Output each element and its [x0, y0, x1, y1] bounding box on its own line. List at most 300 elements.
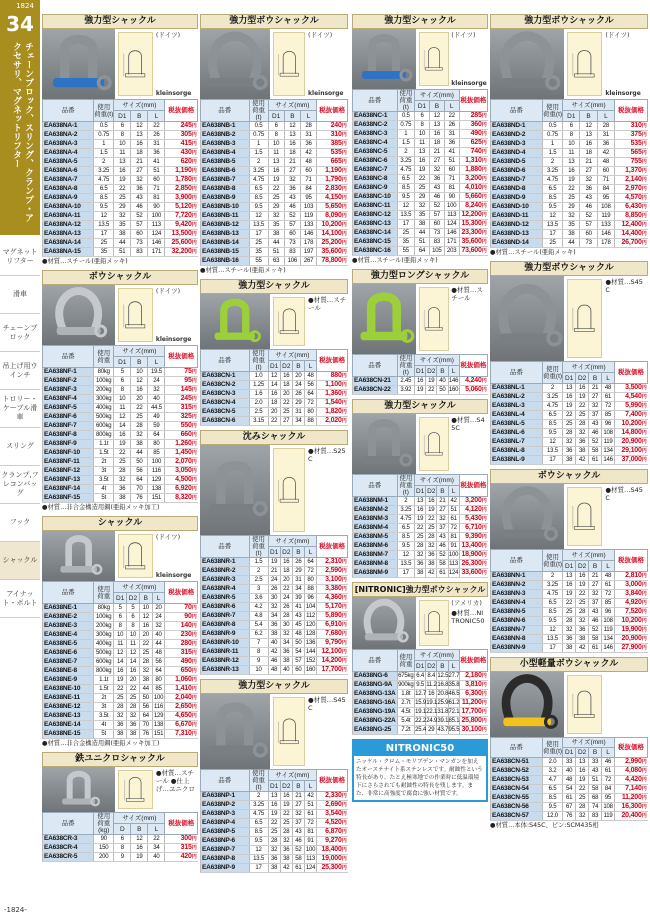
spec-value: 28	[139, 658, 152, 667]
spec-value: 6	[415, 112, 430, 121]
product-code: EA638NR-6	[201, 603, 250, 612]
currency-unit: 円	[191, 477, 197, 483]
price-value: 90	[184, 613, 192, 620]
currency-unit: 円	[481, 552, 487, 558]
product-code: EA638NE-10	[43, 685, 94, 694]
nav-item[interactable]: シャックル	[0, 542, 40, 580]
price-value: 4,420	[625, 776, 642, 783]
spec-value: 19	[576, 776, 589, 785]
spec-value: 71	[300, 176, 316, 185]
table-row	[353, 690, 488, 699]
header-price: 税抜価格	[615, 738, 648, 758]
currency-unit: 円	[481, 230, 487, 236]
spec-value: 3.5t	[94, 712, 114, 721]
price	[615, 149, 648, 158]
header-code: 品番	[491, 100, 543, 122]
nav-item[interactable]: マグネットリフター	[0, 238, 40, 276]
price	[165, 458, 198, 467]
nav-item[interactable]: クランプ,フレコンバッグ	[0, 466, 40, 504]
spec-table	[42, 581, 198, 739]
spec-value: 7	[249, 639, 268, 648]
dimension-diagram	[419, 600, 449, 646]
spec-value: 16	[268, 167, 284, 176]
product-section	[42, 14, 198, 266]
spec-value: 22	[268, 417, 280, 426]
price	[165, 431, 198, 440]
table-row	[201, 372, 348, 381]
currency-unit: 円	[481, 682, 487, 688]
spec-value: 1.5	[397, 139, 415, 148]
table-row	[43, 494, 198, 503]
table-row	[201, 176, 348, 185]
spec-value: 38	[563, 456, 576, 465]
spec-value: 31	[300, 131, 316, 140]
nav-item[interactable]: 滑車	[0, 276, 40, 314]
product-code: EA638CN-21	[353, 377, 398, 386]
table-row	[491, 644, 648, 653]
header-dimension: D2	[282, 782, 291, 790]
product-code: EA638NC-2	[353, 121, 398, 130]
spec-value: 32	[131, 176, 148, 185]
table-row	[201, 621, 348, 630]
currency-unit: 円	[641, 430, 647, 436]
spec-value: 15.9	[415, 700, 426, 706]
currency-unit: 円	[191, 414, 197, 420]
price	[459, 175, 487, 184]
spec-value: 34	[280, 639, 292, 648]
table-row	[201, 585, 348, 594]
product-code: EA638NF-12	[43, 467, 94, 476]
spec-value: 32	[114, 476, 131, 485]
spec-value: 68	[589, 794, 602, 803]
spec-value: 129	[148, 476, 165, 485]
table-row	[491, 608, 648, 617]
header-price: 税抜価格	[165, 582, 198, 604]
spec-value: 124	[444, 220, 459, 229]
spec-value: 6.5	[397, 524, 415, 533]
currency-unit: 円	[341, 847, 347, 853]
product-code: EA638NC-11	[353, 202, 398, 211]
price-value: 1,450	[175, 449, 192, 456]
price	[165, 604, 198, 613]
spec-value: 12	[131, 377, 148, 386]
spec-value: 31	[444, 130, 459, 139]
currency-unit: 円	[481, 113, 487, 119]
price	[615, 194, 648, 203]
spec-value: 3.25	[542, 167, 562, 176]
section-title: 強力型ロングシャックル	[352, 269, 488, 284]
currency-unit: 円	[191, 468, 197, 474]
spec-value: 16	[127, 667, 140, 676]
header-dimension: D2	[427, 487, 436, 495]
product-code: EA638CR-4	[43, 844, 94, 853]
product-image-area	[352, 414, 488, 474]
price	[165, 721, 198, 730]
spec-value: 38	[426, 560, 437, 569]
table-row	[491, 122, 648, 131]
table-row	[43, 649, 198, 658]
product-code: EA638NB-13	[201, 230, 250, 239]
spec-value: 1.6	[249, 390, 268, 399]
price-value: 3,100	[325, 576, 342, 583]
product-code: EA638NC-14	[353, 229, 398, 238]
currency-unit: 円	[191, 854, 197, 860]
spec-value: 28	[280, 828, 292, 837]
spec-value: 33	[563, 758, 576, 767]
price-value: 310	[630, 122, 642, 129]
header-size: サイズ(mm)	[563, 362, 615, 373]
nav-item[interactable]: チェーンブロック	[0, 314, 40, 352]
header-code: 品番	[43, 346, 94, 368]
currency-unit: 円	[641, 636, 647, 642]
header-price: 税抜価格	[615, 550, 648, 572]
currency-unit: 円	[191, 204, 197, 210]
spec-value: 12	[542, 212, 562, 221]
product-image-area	[200, 445, 348, 535]
price-value: 620	[180, 158, 192, 165]
price-value: 140	[180, 622, 192, 629]
table-row	[201, 408, 348, 417]
spec-value: 42	[448, 497, 459, 506]
header-code: 品番	[491, 550, 543, 572]
table-row	[201, 140, 348, 149]
currency-unit: 円	[341, 802, 347, 808]
spec-value: 12	[127, 649, 140, 658]
currency-unit: 円	[641, 813, 647, 819]
product-code: EA638NA-8	[43, 185, 94, 194]
origin-label: (アメリカ)	[451, 599, 482, 607]
spec-value: 51	[415, 238, 430, 247]
table-row	[491, 185, 648, 194]
product-code: EA638NA-1	[43, 122, 94, 131]
spec-value: 12	[114, 649, 127, 658]
price	[459, 542, 487, 551]
spec-table	[42, 812, 198, 862]
table-row	[491, 599, 648, 608]
table-row	[491, 131, 648, 140]
spec-value: 19	[280, 801, 292, 810]
price-value: 1,410	[175, 685, 192, 692]
product-code: EA638NC-9	[353, 184, 398, 193]
spec-value: 28	[426, 533, 437, 542]
nav-item[interactable]: アイナット・ボルト	[0, 580, 40, 618]
image-side-labels	[605, 674, 647, 735]
header-price: 税抜価格	[317, 100, 348, 122]
price	[615, 122, 648, 131]
spec-value: 500kg	[94, 413, 114, 422]
currency-unit: 円	[341, 168, 347, 174]
spec-value: 8	[415, 121, 430, 130]
price	[317, 390, 348, 399]
spec-value: 57	[429, 211, 444, 220]
price	[317, 149, 348, 158]
product-code: EA638NL-9	[491, 456, 543, 465]
price	[459, 560, 487, 569]
spec-value: 26	[268, 585, 280, 594]
spec-value: 83	[429, 238, 444, 247]
table-row	[43, 721, 198, 730]
currency-unit: 円	[481, 149, 487, 155]
product-code: EA638NB-14	[201, 239, 250, 248]
spec-value: 40	[437, 377, 448, 386]
spec-value: 20	[152, 604, 165, 613]
table-row	[201, 846, 348, 855]
table-row	[353, 139, 488, 148]
product-code: EA638NG-9A	[353, 681, 398, 690]
price	[615, 185, 648, 194]
spec-value: 84	[602, 785, 615, 794]
spec-value: 16	[563, 581, 576, 590]
shackle-icon	[200, 694, 270, 769]
product-code: EA638NE-7	[43, 658, 94, 667]
header-load: 使用荷重(t)	[542, 738, 562, 758]
price	[317, 203, 348, 212]
currency-unit: 円	[341, 195, 347, 201]
spec-value: 35	[563, 221, 580, 230]
spec-table	[42, 99, 198, 257]
chapter-title: チェーンブロック、スリング、クランプ・アクセサリ、マグネットリフター	[11, 42, 33, 222]
table-row	[353, 726, 488, 735]
product-code: EA638NN-1	[491, 572, 543, 581]
price-value: 3,000	[625, 581, 642, 588]
currency-unit: 円	[191, 378, 197, 384]
price	[317, 666, 348, 675]
shackle-icon	[490, 672, 564, 737]
spec-value: 22	[114, 185, 131, 194]
price	[317, 167, 348, 176]
spec-value: 197	[300, 248, 316, 257]
spec-value: 51	[268, 248, 284, 257]
spec-value: 8	[127, 622, 140, 631]
spec-value: 8	[249, 648, 268, 657]
price	[317, 810, 348, 819]
price	[459, 211, 487, 220]
spec-value: 88	[304, 417, 316, 426]
spec-value: 17	[542, 456, 562, 465]
shackle-icon	[200, 294, 270, 349]
spec-value: 40	[563, 767, 576, 776]
currency-unit: 円	[191, 249, 197, 255]
image-side-labels	[308, 696, 347, 767]
product-code: EA638NA-4	[43, 149, 94, 158]
spec-value: 9.5	[542, 803, 562, 812]
spec-value: 32	[268, 603, 280, 612]
spec-value: 25	[127, 694, 140, 703]
spec-value: 13.5	[542, 635, 562, 644]
price	[615, 581, 648, 590]
price	[615, 447, 648, 456]
header-dimension: L	[148, 824, 165, 835]
spec-value: 83	[589, 812, 602, 821]
spec-value: 3.25	[542, 393, 562, 402]
table-row	[43, 467, 198, 476]
currency-unit: 円	[341, 177, 347, 183]
spec-value: 138	[153, 722, 164, 728]
spec-value: 25	[114, 194, 131, 203]
dimension-drawing-icon	[568, 33, 601, 95]
spec-value: 25	[542, 239, 562, 248]
currency-unit: 円	[191, 222, 197, 228]
price	[165, 158, 198, 167]
price-value: 1,360	[325, 390, 342, 397]
table-row	[201, 203, 348, 212]
header-load: 使用荷重	[94, 346, 114, 368]
price	[165, 658, 198, 667]
spec-value: 32	[292, 810, 304, 819]
spec-value: 9.5	[397, 542, 415, 551]
header-code: 品番	[43, 582, 94, 604]
header-dimension: D1	[114, 357, 131, 368]
spec-value: 6.4	[416, 673, 425, 679]
header-dimension: L	[597, 111, 614, 122]
spec-value: 11.2	[426, 682, 437, 688]
currency-unit: 円	[341, 622, 347, 628]
price-value: 415	[180, 140, 192, 147]
spec-value: 2	[249, 567, 268, 576]
image-side-labels	[156, 533, 197, 579]
spec-value: 32	[415, 551, 426, 560]
spec-value: 22	[280, 585, 292, 594]
price-value: 8,850	[625, 212, 642, 219]
spec-value: 38	[114, 230, 131, 239]
spec-value: 8	[114, 622, 127, 631]
spec-value: 8.5	[397, 533, 415, 542]
spec-value: 113	[306, 856, 316, 862]
price-value: 2,830	[325, 185, 342, 192]
product-code: EA638ND-6	[491, 167, 543, 176]
spec-value: 29	[114, 203, 131, 212]
table-row	[201, 558, 348, 567]
dimension-diagram	[118, 32, 152, 96]
table-row	[43, 221, 198, 230]
product-code: EA638NN-8	[491, 635, 543, 644]
table-row	[43, 844, 198, 853]
spec-value: 12	[542, 438, 562, 447]
table-row	[201, 567, 348, 576]
spec-value: 5	[114, 368, 131, 377]
nav-item[interactable]: スリング	[0, 428, 40, 466]
spec-value: 36	[597, 140, 614, 149]
spec-value: 12	[429, 112, 444, 121]
spec-value: 13	[415, 497, 426, 506]
price-value: 11,200	[621, 794, 642, 801]
spec-value: 28	[597, 122, 614, 131]
price-value: 4,570	[625, 194, 642, 201]
price-value: 1,880	[465, 166, 482, 173]
spec-table	[352, 89, 488, 256]
spec-value: 12.0	[542, 812, 562, 821]
spec-value: 11	[114, 640, 127, 649]
spec-value: 81	[304, 828, 316, 837]
spec-value: 28	[563, 429, 576, 438]
spec-value: 24.9	[426, 718, 438, 724]
nav-item[interactable]: トロリー・ケーブル滑車	[0, 390, 40, 428]
spec-value: 3.25	[249, 167, 268, 176]
currency-unit: 円	[341, 829, 347, 835]
spec-value: 6	[114, 613, 127, 622]
spec-value: 8.5	[397, 184, 415, 193]
spec-value: 9.5	[416, 682, 425, 688]
spec-value: 3.25	[397, 157, 415, 166]
spec-value: 134	[603, 448, 613, 454]
header-dimension: D1	[563, 111, 580, 122]
price	[165, 485, 198, 494]
currency-unit: 円	[191, 623, 197, 629]
spec-value: 200kg	[94, 622, 114, 631]
price	[459, 726, 487, 735]
currency-unit: 円	[191, 423, 197, 429]
spec-value: 19	[576, 393, 589, 402]
product-photo	[352, 414, 416, 474]
table-row	[353, 130, 488, 139]
product-code: EA638CN-6	[201, 417, 250, 426]
spec-value: 64	[152, 667, 165, 676]
price	[615, 617, 648, 626]
price	[165, 377, 198, 386]
spec-value: 38	[415, 220, 430, 229]
table-row	[201, 122, 348, 131]
product-section	[490, 657, 648, 830]
product-section	[200, 430, 348, 675]
spec-value: 1.5	[249, 149, 268, 158]
price-value: 8,240	[465, 202, 482, 209]
spec-value: 95	[597, 194, 614, 203]
price-value: 9,390	[465, 533, 482, 540]
price	[459, 515, 487, 524]
table-row	[353, 708, 488, 717]
spec-value: 113	[449, 561, 459, 567]
currency-unit: 円	[641, 186, 647, 192]
price	[165, 685, 198, 694]
spec-value: 32	[563, 438, 576, 447]
spec-value: 28	[300, 122, 316, 131]
header-dimension: B	[437, 486, 448, 497]
spec-value: 11	[127, 640, 140, 649]
table-row	[43, 386, 198, 395]
spec-value: 46	[589, 429, 602, 438]
table-row	[43, 158, 198, 167]
spec-value: 146	[597, 230, 614, 239]
price-value: 35,600	[321, 248, 342, 255]
spec-value: 4.75	[249, 176, 268, 185]
product-code: EA638NL-7	[491, 438, 543, 447]
header-load: 使用荷重(t)	[542, 550, 562, 572]
table-row	[201, 603, 348, 612]
price-value: 4,500	[175, 476, 192, 483]
nav-item[interactable]: 吊上げ用ウインチ	[0, 352, 40, 390]
spec-value: 8.5	[249, 828, 268, 837]
image-side-labels	[605, 31, 647, 97]
dimension-drawing-icon	[420, 418, 448, 470]
product-image-area	[490, 672, 648, 737]
spec-value: 13	[580, 131, 597, 140]
header-dimension: D1	[270, 548, 279, 556]
spec-value: 44	[268, 239, 284, 248]
price-value: 27,900	[621, 644, 642, 651]
price	[317, 612, 348, 621]
spec-value: 64	[139, 712, 152, 721]
nav-item[interactable]: フック	[0, 504, 40, 542]
product-code: EA638CN-55	[491, 794, 543, 803]
shackle-icon	[490, 29, 564, 99]
spec-value: 16	[415, 157, 430, 166]
spec-value: 8.5	[542, 194, 562, 203]
spec-value: 18	[280, 567, 292, 576]
spec-value: 46	[602, 758, 615, 767]
currency-unit: 円	[641, 804, 647, 810]
currency-unit: 円	[341, 258, 347, 264]
spec-value: 27	[284, 167, 300, 176]
